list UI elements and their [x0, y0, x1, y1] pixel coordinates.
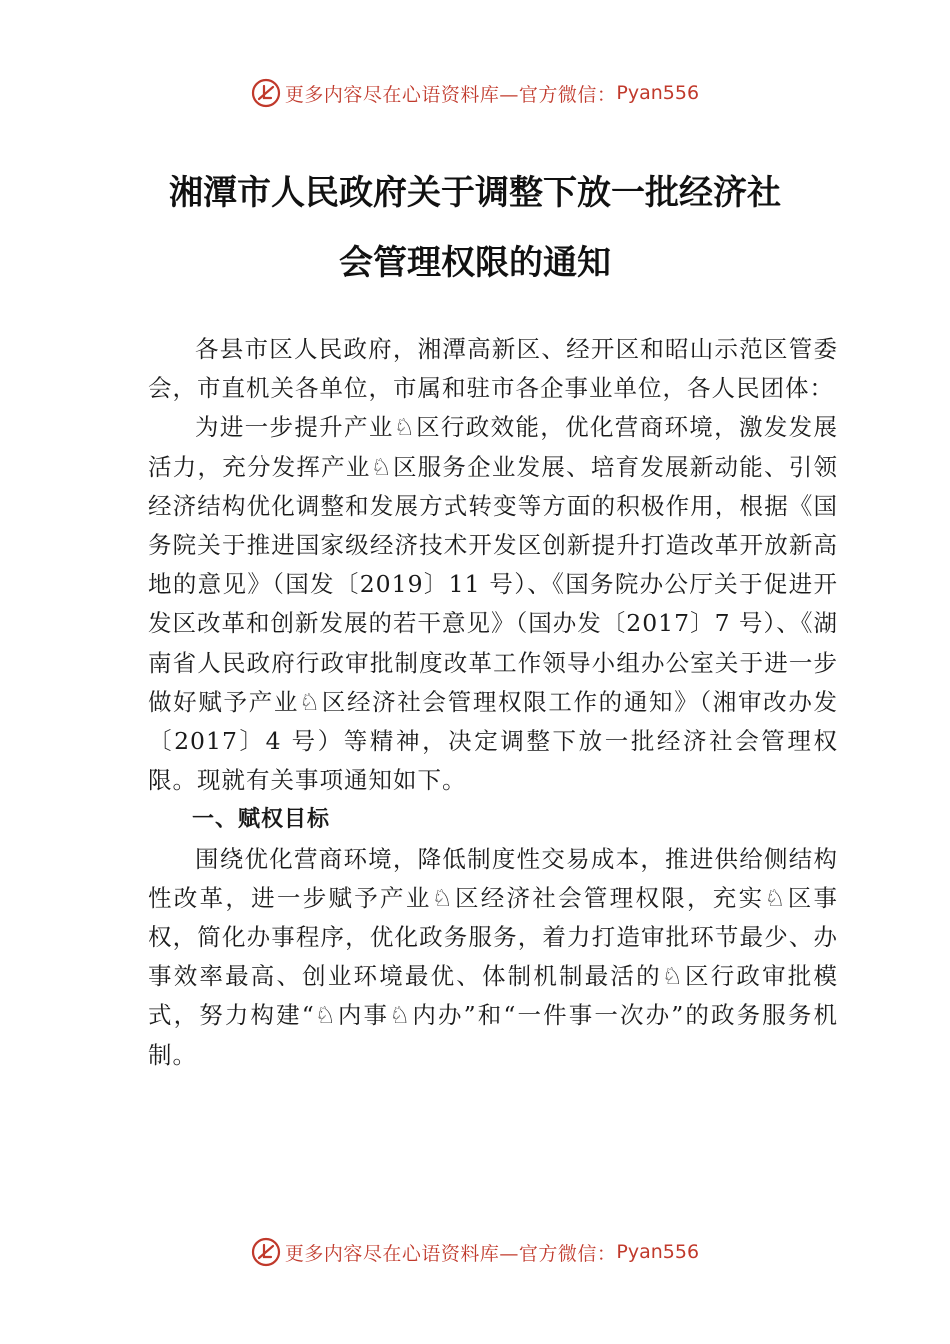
intro-paragraph: 为进一步提升产业♘区行政效能，优化营商环境，激发发展活力，充分发挥产业♘区服务企业发展、培育发展新动能、引领经济结构优化调整和发展方式转变等方面的积极作用，根据《国务院关于推进国家级经济技术开发区创新提升打造改革开放新高地的意见》（国发〔2019〕11 号）、《国务院办公厅关于促进开发区改革和创新发展的若干意见》（国办发〔2017〕7 号）、《湖南省人民政府行政审批制度改革工作领导小组办公室关于进一步做好赋予产业♘区经济社会管理权限工作的通知》（湘审改办发〔2017〕4 号）等精神，决定调整下放一批经济社会管理权限。现就有关事项通知如下。: [148, 413, 838, 795]
watermark-banner-top: [0, 73, 950, 113]
watermark-wechat-id: Pyan556: [616, 82, 700, 104]
watermark-text: 更多内容尽在心语资料库—官方微信：: [284, 1242, 617, 1265]
document-body: [148, 330, 838, 1075]
seal-logo-icon: [251, 1237, 281, 1267]
greeting-paragraph: 各县市区人民政府，湘潭高新区、经开区和昭山示范区管委会，市直机关各单位，市属和驻市各企事业单位，各人民团体：: [148, 335, 838, 403]
watermark-banner-bottom: [0, 1232, 950, 1272]
watermark-wechat-id: Pyan556: [616, 1241, 700, 1263]
title-line-2: 会管理权限的通知: [339, 243, 611, 283]
title-line-1: 湘潭市人民政府关于调整下放一批经济社: [169, 173, 781, 213]
watermark-text: 更多内容尽在心语资料库—官方微信：: [284, 83, 617, 106]
document-title: [0, 158, 950, 298]
seal-logo-icon: [251, 78, 281, 108]
section-1-paragraph: 围绕优化营商环境，降低制度性交易成本，推进供给侧结构性改革，进一步赋予产业♘区经济社会管理权限，充实♘区事权，简化办事程序，优化政务服务，着力打造审批环节最少、办事效率最高、创业环境最优、体制机制最活的♘区行政审批模式，努力构建“♘内事♘内办”和“一件事一次办”的政务服务机制。: [148, 844, 838, 1069]
section-heading-1: 一、赋权目标: [192, 807, 331, 833]
